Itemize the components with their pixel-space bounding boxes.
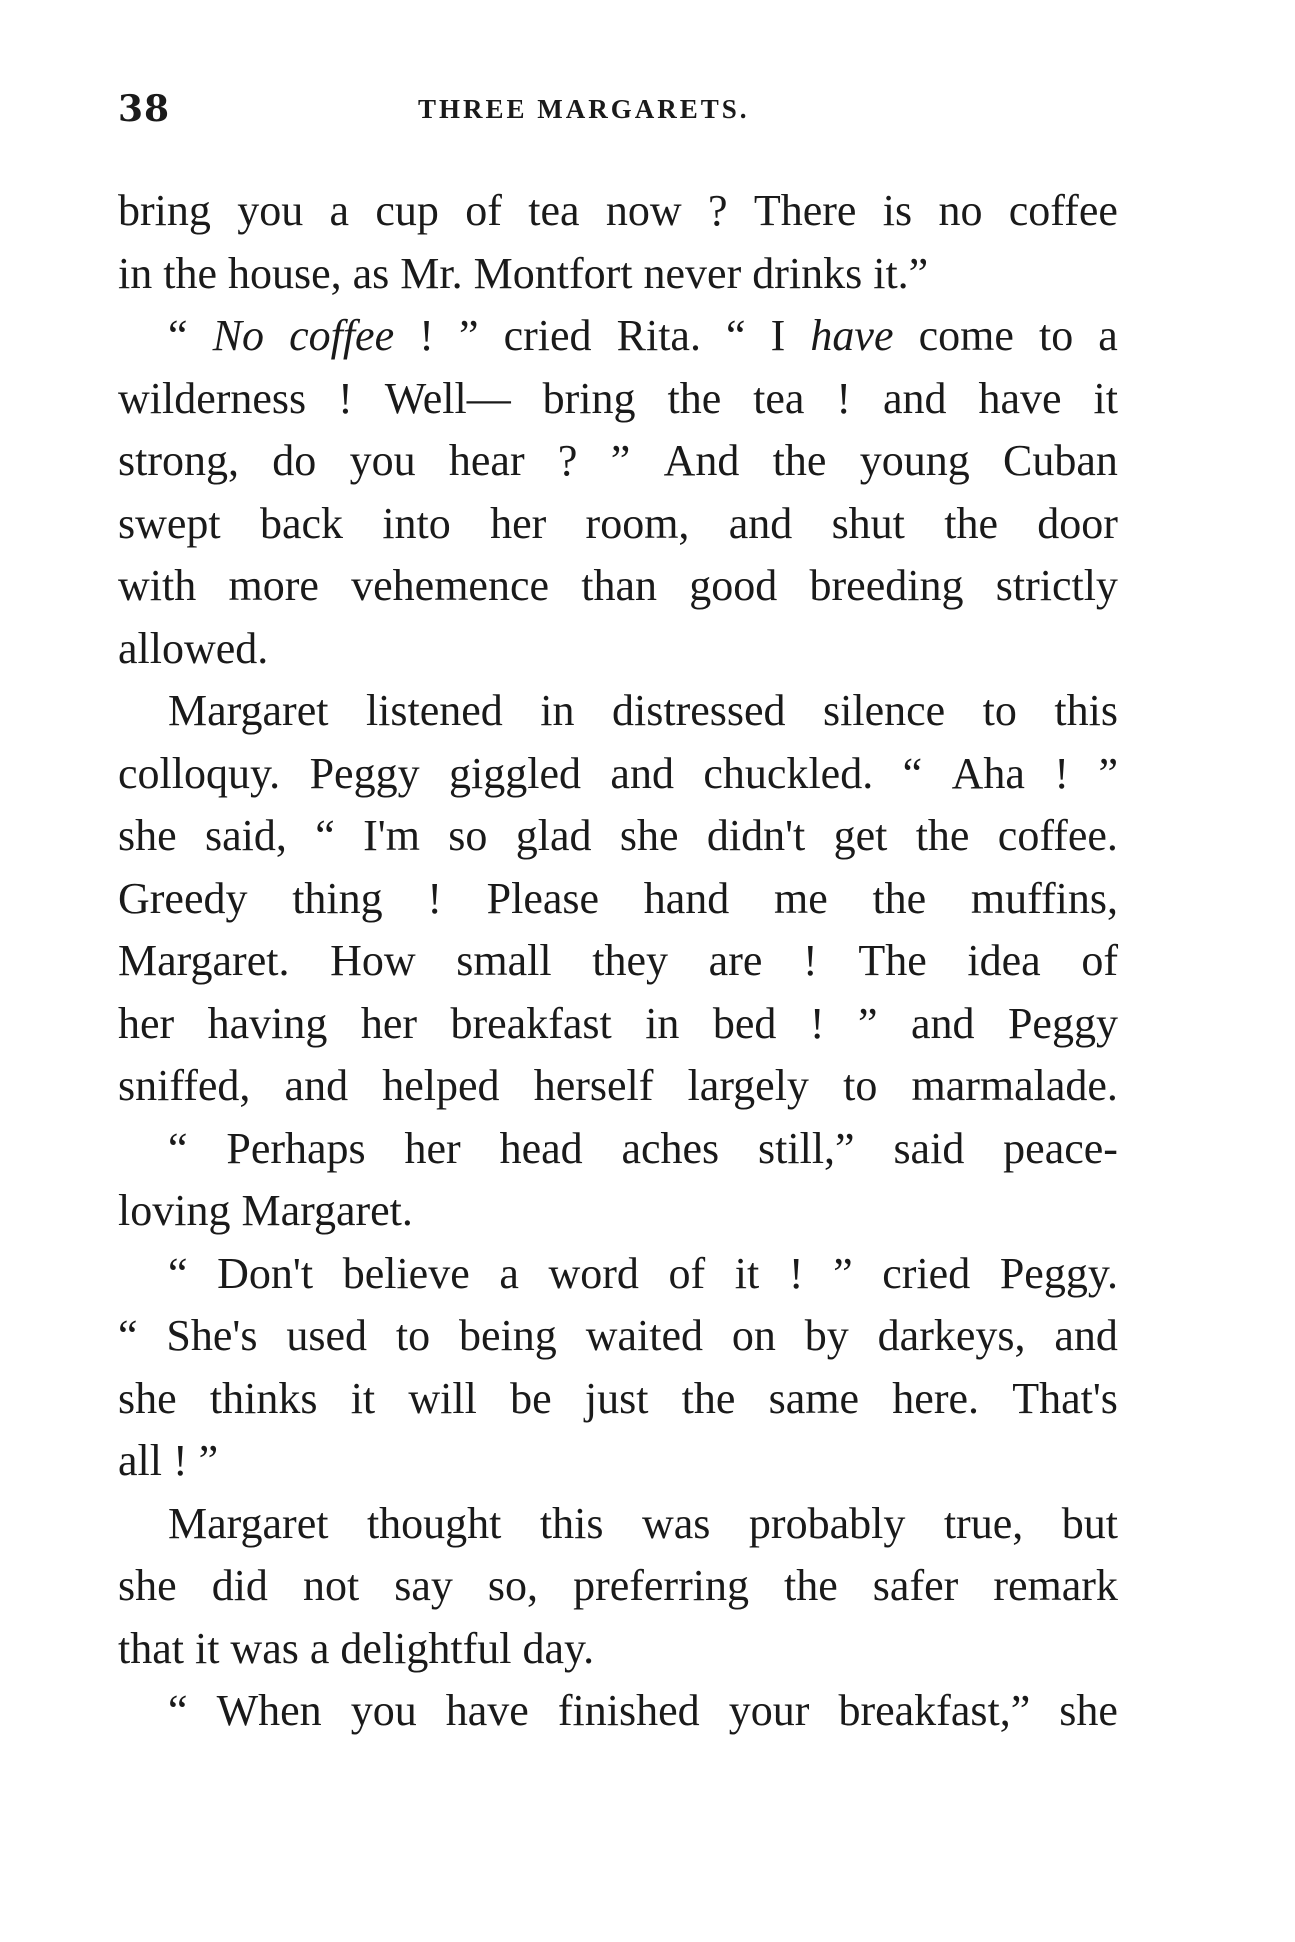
body-text xyxy=(118,180,1118,1743)
text-line: “ She's used to being waited on by darkeys, and xyxy=(118,1311,1118,1360)
text-line: she thinks it will be just the same here. That's xyxy=(118,1373,1118,1423)
text-line: in the house, as Mr. Montfort never drinks it.” xyxy=(118,248,929,298)
text-line: sniffed, and helped herself largely to marmalade. xyxy=(118,1061,1118,1110)
text-line: all ! ” xyxy=(118,1436,219,1485)
text-line: she did not say so, preferring the safer remark xyxy=(118,1561,1118,1610)
text-line: loving Margaret. xyxy=(118,1186,413,1235)
text-line: strong, do you hear ? ” And the young Cuban xyxy=(118,436,1118,485)
text-line: that it was a delightful day. xyxy=(118,1623,595,1673)
text-line: “ No coffee ! ” cried Rita. “ I have come to a xyxy=(168,311,1118,360)
page-number: 38 xyxy=(118,88,171,130)
text-line: Greedy thing ! Please hand me the muffins, xyxy=(118,873,1118,923)
text-line: bring you a cup of tea now ? There is no coffee xyxy=(118,186,1118,235)
text-line: swept back into her room, and shut the door xyxy=(118,498,1118,548)
text-line: “ When you have finished your breakfast,” she xyxy=(168,1686,1118,1735)
text-line: Margaret listened in distressed silence to this xyxy=(168,686,1118,735)
text-line: she said, “ I'm so glad she didn't get the coffee. xyxy=(118,811,1118,860)
text-line: her having her breakfast in bed ! ” and Peggy xyxy=(118,998,1118,1048)
text-line: colloquy. Peggy giggled and chuckled. “ Aha ! ” xyxy=(118,748,1118,798)
text-line: wilderness ! Well— bring the tea ! and have it xyxy=(118,373,1118,423)
text-line: “ Perhaps her head aches still,” said peace- xyxy=(168,1123,1118,1173)
running-head xyxy=(118,88,1118,138)
running-title: THREE MARGARETS. xyxy=(418,94,750,124)
text-line: “ Don't believe a word of it ! ” cried Peggy. xyxy=(168,1248,1118,1298)
text-line: allowed. xyxy=(118,623,269,673)
text-line: with more vehemence than good breeding strictly xyxy=(118,561,1118,610)
text-line: Margaret thought this was probably true, but xyxy=(168,1498,1118,1548)
text-line: Margaret. How small they are ! The idea of xyxy=(118,936,1118,985)
